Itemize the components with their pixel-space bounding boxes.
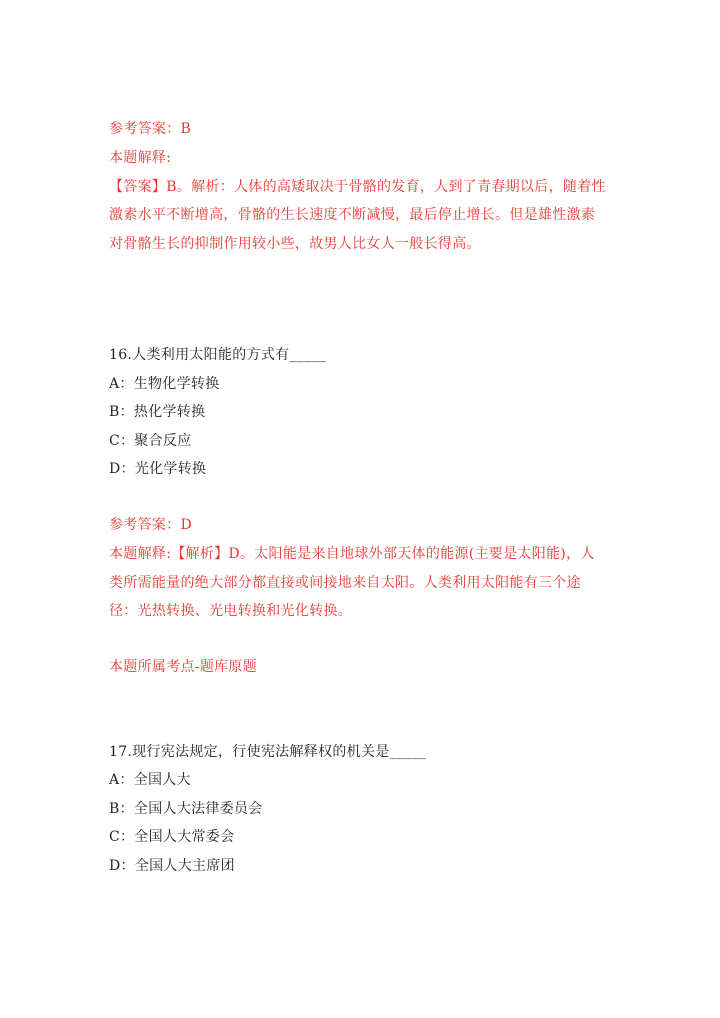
question-17-text: 17.现行宪法规定，行使宪法解释权的机关是_____ — [109, 744, 427, 760]
explanation-line: 激素水平不断增高，骨骼的生长速度不断减慢，最后停止增长。但是雄性激素 — [109, 207, 596, 223]
explanation-label: 本题解释: — [109, 150, 172, 166]
option-a: A：全国人大 — [109, 772, 191, 788]
explanation-line: 径：光热转换、光电转换和光化转换。 — [109, 603, 353, 619]
answer-line: 参考答案：D — [109, 517, 193, 533]
question-16-text: 16.人类利用太阳能的方式有_____ — [109, 347, 326, 363]
option-c: C：全国人大常委会 — [109, 829, 235, 845]
explanation-line: 本题解释:【解析】D。太阳能是来自地球外部天体的能源(主要是太阳能)，人 — [109, 546, 595, 562]
option-b: B：全国人大法律委员会 — [109, 801, 263, 817]
answer-line: 参考答案：B — [109, 121, 192, 137]
option-d: D：全国人大主席团 — [109, 858, 235, 874]
option-d: D：光化学转换 — [109, 461, 207, 477]
question-source: 本题所属考点-题库原题 — [109, 659, 258, 675]
option-b: B：热化学转换 — [109, 404, 206, 420]
option-c: C：聚合反应 — [109, 433, 192, 449]
explanation-line: 【答案】B。解析：人体的高矮取决于骨骼的发育，人到了青春期以后，随着性 — [109, 179, 606, 195]
option-a: A：生物化学转换 — [109, 376, 220, 392]
explanation-line: 类所需能量的绝大部分都直接或间接地来自太阳。人类利用太阳能有三个途 — [109, 575, 581, 591]
explanation-line: 对骨骼生长的抑制作用较小些，故男人比女人一般长得高。 — [109, 236, 481, 252]
